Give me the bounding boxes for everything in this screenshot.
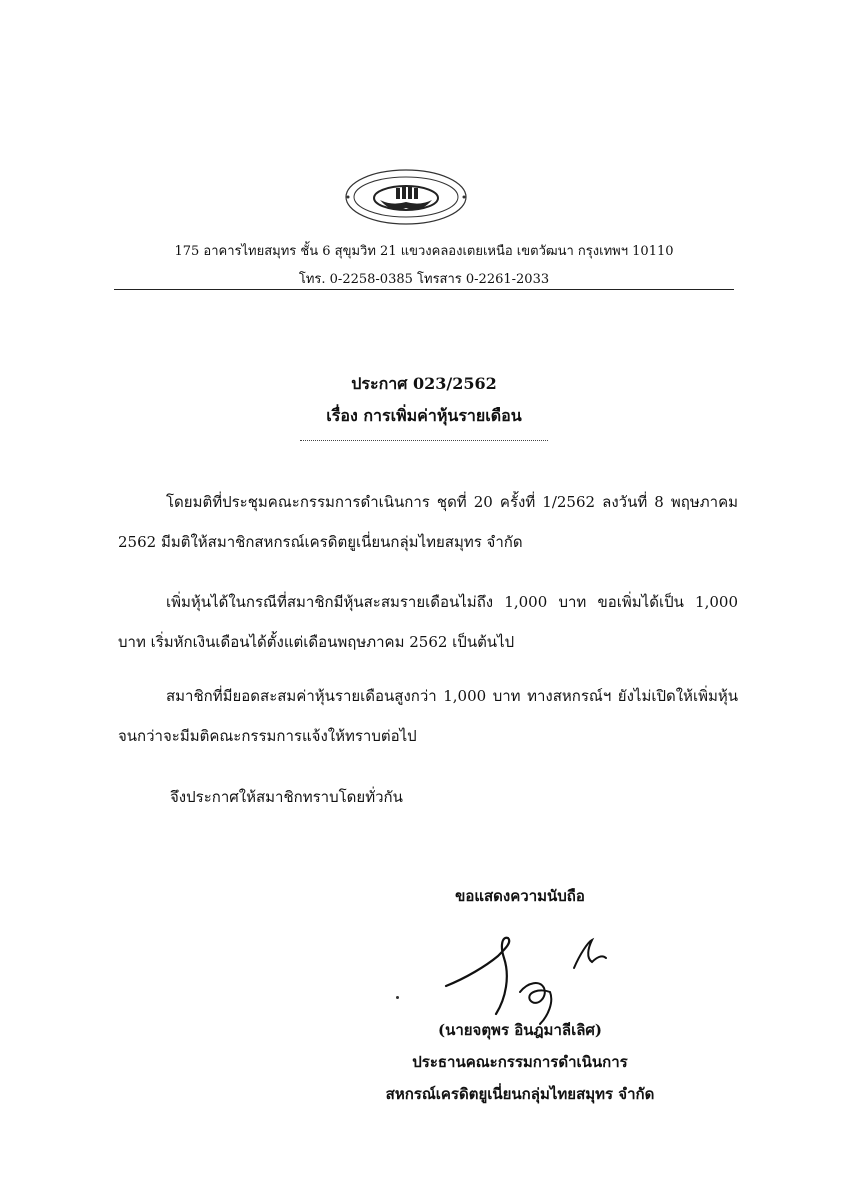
handwritten-signature — [436, 928, 626, 1028]
body-paragraph-1: โดยมติที่ประชุมคณะกรรมการดำเนินการ ชุดที่ 20 ครั้งที่ 1/2562 ลงวันที่ 8 พฤษภาคม 2562 มีมติให้สมาชิกสหกรณ์เครดิตยูเนี่ยนกลุ่มไทยสมุทร จำกัด — [118, 493, 738, 551]
body-paragraph-2: เพิ่มหุ้นได้ในกรณีที่สมาชิกมีหุ้นสะสมรายเดือนไม่ถึง 1,000 บาท ขอเพิ่มได้เป็น 1,000 บาท เริ่มหักเงินเดือนได้ตั้งแต่เดือนพฤษภาคม 2562 เป็นต้นไป — [118, 593, 738, 651]
announcement-subject: เรื่อง การเพิ่มค่าหุ้นรายเดือน — [326, 406, 522, 425]
signer-organization: สหกรณ์เครดิตยูเนี่ยนกลุ่มไทยสมุทร จำกัด — [385, 1085, 655, 1103]
signer-name: (นายจตุพร อินฎมาลีเลิศ) — [437, 1021, 603, 1039]
ink-dot — [396, 996, 399, 999]
letterhead-divider — [114, 289, 734, 290]
regards-text: ขอแสดงความนับถือ — [455, 887, 585, 905]
letterhead-phone-fax: โทร. 0-2258-0385 โทรสาร 0-2261-2033 — [298, 272, 550, 287]
organization-logo — [344, 168, 468, 226]
body-paragraph-3: สมาชิกที่มียอดสะสมค่าหุ้นรายเดือนสูงกว่า 1,000 บาท ทางสหกรณ์ฯ ยังไม่เปิดให้เพิ่มหุ้น จนกว่าจะมีมติคณะกรรมการแจ้งให้ทราบต่อไป — [118, 687, 738, 745]
letterhead-address: 175 อาคารไทยสมุทร ชั้น 6 สุขุมวิท 21 แขวงคลองเตยเหนือ เขตวัฒนา กรุงเทพฯ 10110 — [174, 244, 674, 259]
closing-statement: จึงประกาศให้สมาชิกทราบโดยทั่วกัน — [170, 788, 403, 806]
title-dotted-divider — [300, 440, 548, 441]
announcement-number: ประกาศ 023/2562 — [351, 374, 497, 393]
signer-position: ประธานคณะกรรมการดำเนินการ — [412, 1053, 628, 1071]
